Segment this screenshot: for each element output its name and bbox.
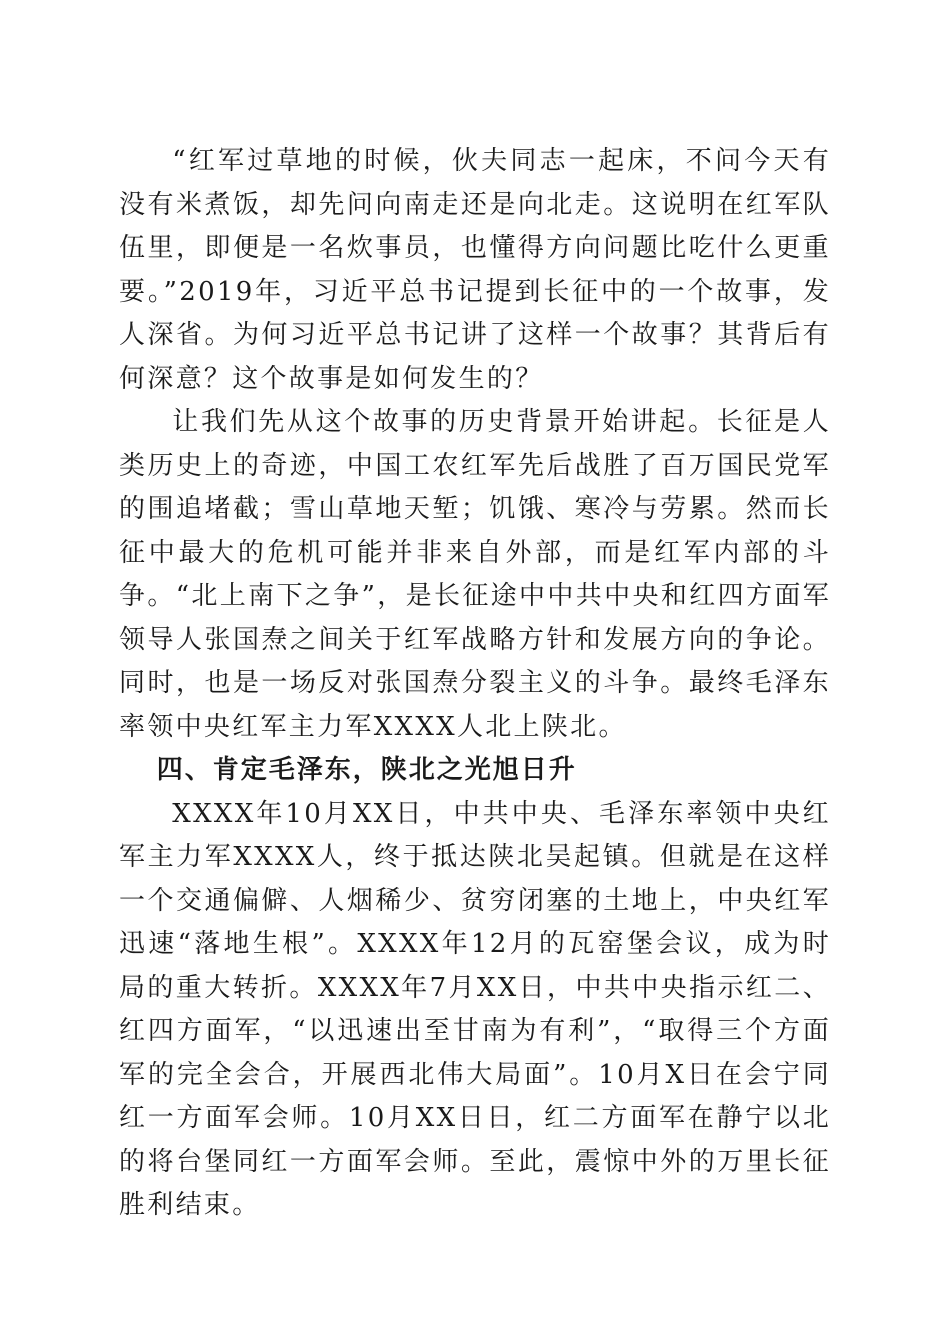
paragraph-historical-background: 让我们先从这个故事的历史背景开始讲起。长征是人类历史上的奇迹，中国工农红军先后战胜了百万国民党军的围追堵截；雪山草地天堑；饥饿、寒冷与劳累。然而长征中最大的危机可能并非来自外部，而是红军内部的斗争。“北上南下之争”，是长征途中中共中央和红四方面军领导人张国焘之间关于红军战略方针和发展方向的争论。同时，也是一场反对张国焘分裂主义的斗争。最终毛泽东率领中央红军主力军XXXX人北上陕北。 (119, 407, 831, 742)
section-heading: 四、肯定毛泽东，陕北之光旭日升 (156, 755, 577, 785)
paragraph-long-march-end: XXXX年10月XX日，中共中央、毛泽东率领中央红军主力军XXXX人，终于抵达陕北吴起镇。但就是在这样一个交通偏僻、人烟稀少、贫穷闭塞的土地上，中央红军迅速“落地生根”。XXXX年12月的瓦窑堡会议，成为时局的重大转折。XXXX年7月XX日，中共中央指示红二、红四方面军，“以迅速出至甘南为有利”，“取得三个方面军的完全会合，开展西北伟大局面”。10月X日在会宁同红一方面军会师。10月XX日日，红二方面军在静宁以北的将台堡同红一方面军会师。至此，震惊中外的万里长征胜利结束。 (119, 798, 831, 1220)
paragraph-story-quote: “红军过草地的时候，伙夫同志一起床，不问今天有没有米煮饭，却先问向南走还是向北走。这说明在红军队伍里，即便是一名炊事员，也懂得方向问题比吃什么更重要。”2019年，习近平总书记提到长征中的一个故事，发人深省。为何习近平总书记讲了这样一个故事？其背后有何深意？这个故事是如何发生的？ (119, 146, 831, 394)
document-page (119, 140, 831, 1228)
